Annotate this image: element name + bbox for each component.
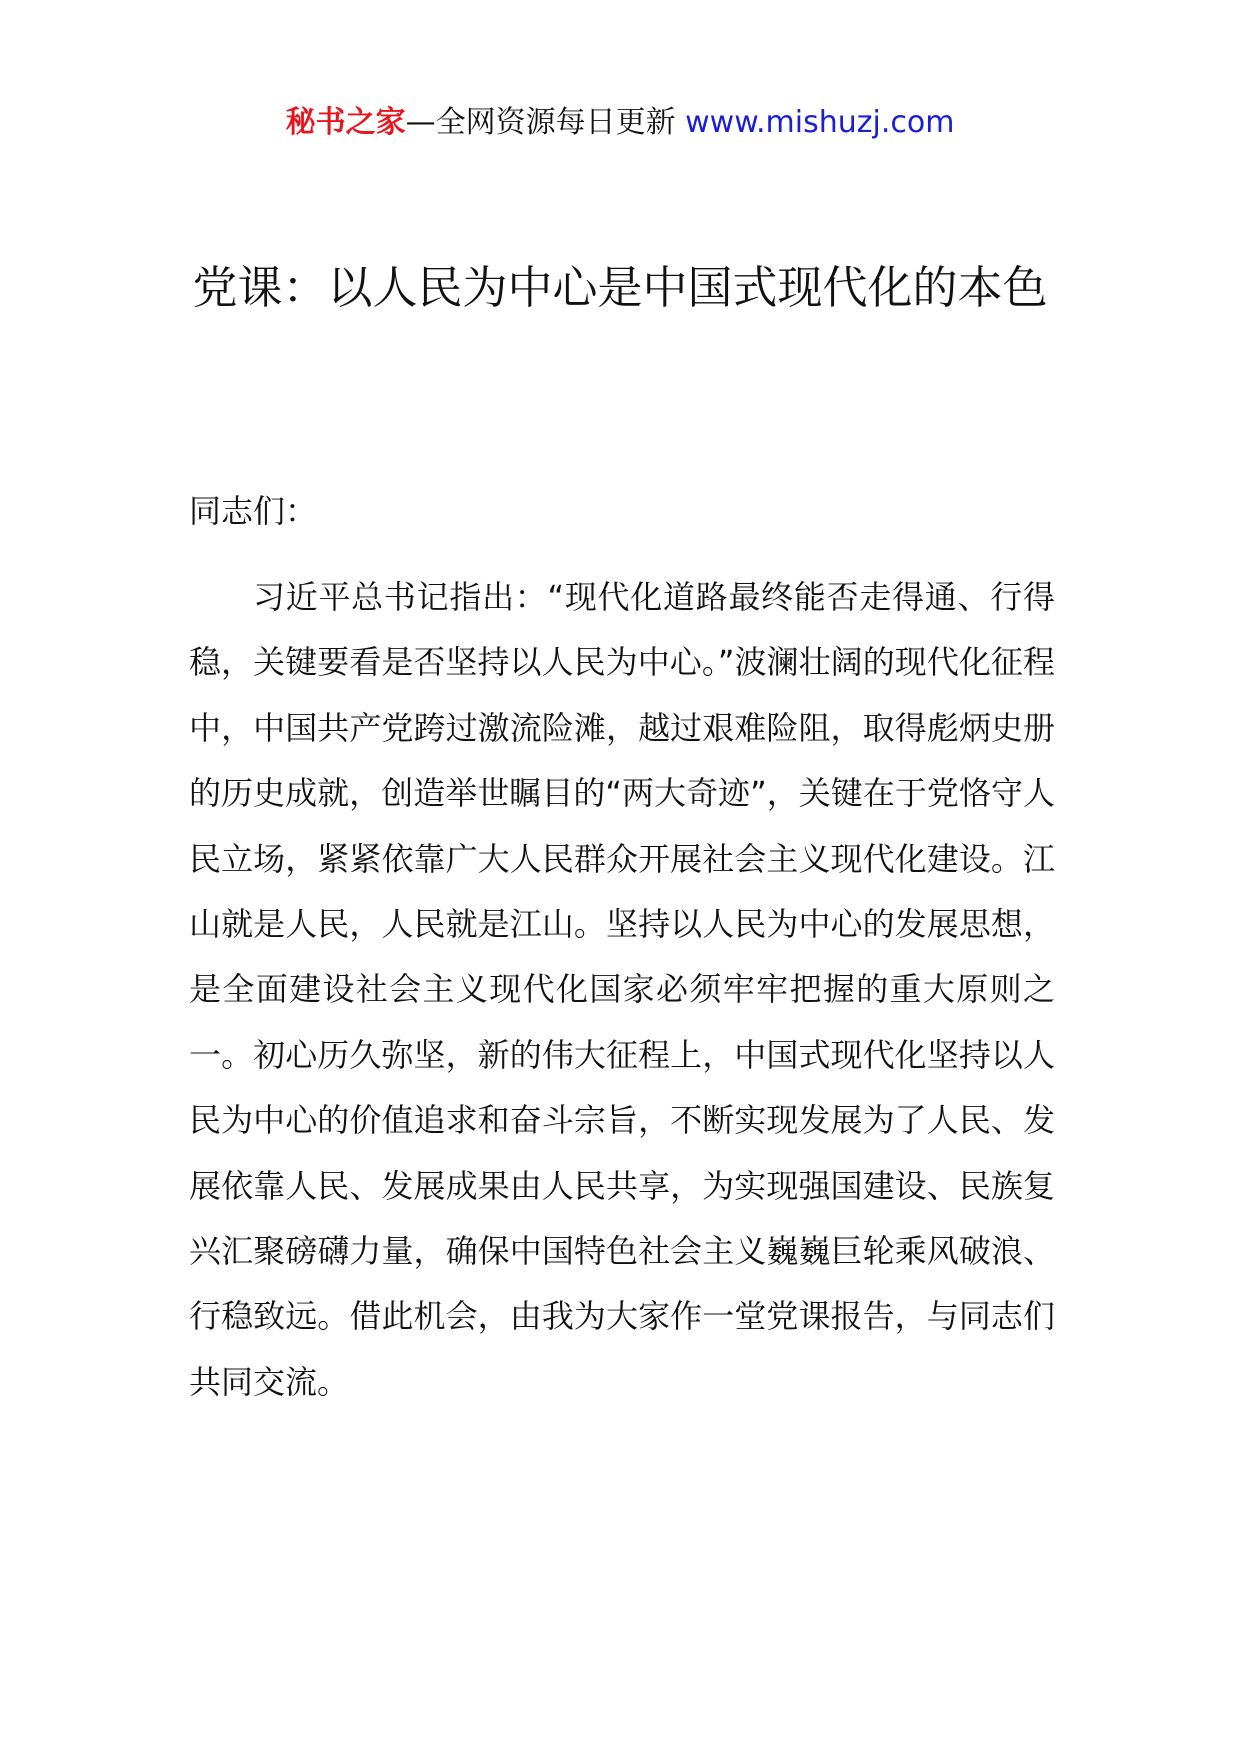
- salutation: 同志们：: [189, 492, 318, 530]
- site-url-link[interactable]: www.mishuzj.com: [685, 105, 955, 140]
- body-paragraph: 习近平总书记指出：“现代化道路最终能否走得通、行得稳，关键要看是否坚持以人民为中心。”波澜壮阔的现代化征程中，中国共产党跨过激流险滩，越过艰难险阻，取得彪炳史册的历史成就，创造举世瞩目的“两大奇迹”，关键在于党恪守人民立场，紧紧依靠广大人民群众开展社会主义现代化建设。江山就是人民，人民就是江山。坚持以人民为中心的发展思想，是全面建设社会主义现代化国家必须牢牢把握的重大原则之一。初心历久弥坚，新的伟大征程上，中国式现代化坚持以人民为中心的价值追求和奋斗宗旨，不断实现发展为了人民、发展依靠人民、发展成果由人民共享，为实现强国建设、民族复兴汇聚磅礴力量，确保中国特色社会主义巍巍巨轮乘风破浪、行稳致远。借此机会，由我为大家作一堂党课报告，与同志们共同交流。: [189, 578, 1055, 1401]
- document-title: 党课：以人民为中心是中国式现代化的本色: [192, 261, 1048, 314]
- site-header: [0, 100, 1240, 146]
- header-tagline: —全网资源每日更新: [405, 105, 686, 140]
- brand-name: 秘书之家: [285, 105, 406, 140]
